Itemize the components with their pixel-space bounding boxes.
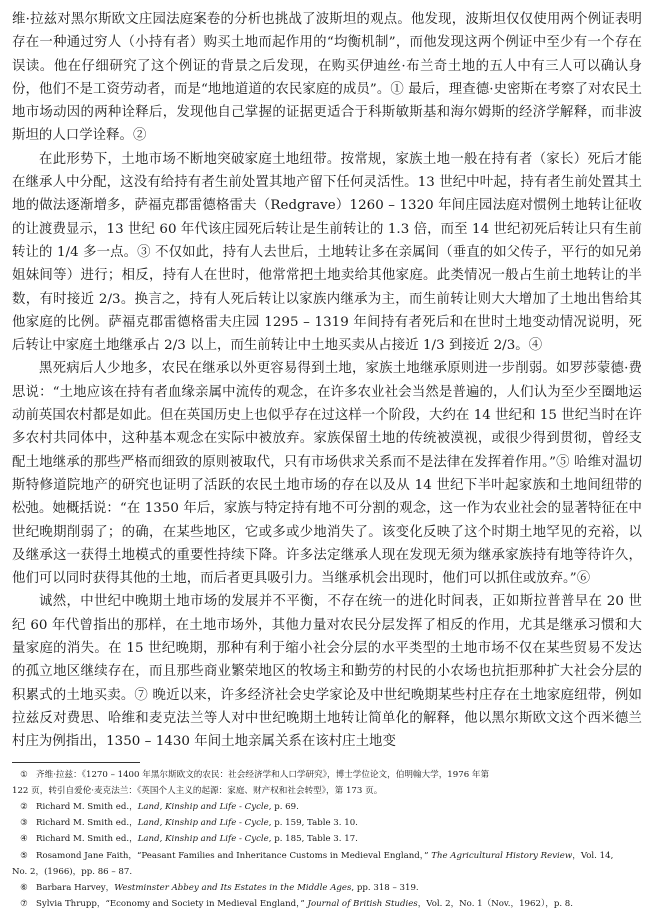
footnote-text: Richard M. Smith ed.，: [36, 802, 138, 812]
footnote-text: , pp. 318 – 319.: [351, 883, 418, 893]
footnote-5-continuation: No. 2，(1966)，pp. 86 – 87.: [12, 864, 642, 880]
footnote-text: , p. 69.: [269, 802, 299, 812]
footnote-title: Land, Kinship and Life - Cycle: [138, 818, 269, 828]
footnote-4: [12, 831, 642, 847]
paragraph-1: 维·拉兹对黑尔斯欧文庄园法庭案卷的分析也挑战了波斯坦的观点。他发现，波斯坦仅仅使用两个例证表明存在一种通过穷人（小持有者）购买土地而起作用的“均衡机制”，而他发现这两个例证中至少有一个存在误读。他在仔细研究了这个例证的背景之后发现，在购买伊迪丝·布兰奇土地的五人中有三人可以确认身份，他们不是工资劳动者，而是“地地道道的农民家庭的成员”。① 最后，理查德·史密斯在考察了对农民土地市场动因的两种诠释后，发现他自己掌握的证据更适合于科斯敏斯基和海尔姆斯的经济学解释，而非波斯坦的人口学诠释。②: [12, 8, 642, 148]
footnote-number: ②: [12, 799, 36, 815]
paragraph-2: 在此形势下，土地市场不断地突破家庭土地纽带。按常规，家族土地一般在持有者（家长）死后才能在继承人中分配，这没有给持有者生前处置其地产留下任何灵活性。13 世纪中叶起，持有者生前处置其土地的做法逐渐增多，萨福克郡雷德格雷夫（Redgrave）1260 – 1320 年间庄园法庭对惯例土地转让征收的让渡费显示，13 世纪 60 年代该庄园死后转让是生前转让的 1.3 倍，而至 14 世纪初死后转让只有生前转让的 1/4 多一点。③ 不仅如此，持有人去世后，土地转让多在亲属间（垂直的如父传子，平行的如兄弟姐妹间等）进行；相反，持有人在世时，他常常把土地卖给其他家庭。此类情况一般占生前土地转让的半数，有时接近 2/3。换言之，持有人死后转让以家族内继承为主，而生前转让则大大增加了土地出售给其他家庭的比例。萨福克郡雷德格雷夫庄园 1295 – 1319 年间持有者死后和在世时土地变动情况说明，死后转让中家庭土地继承占 2/3 以上，而生前转让中土地买卖从占接近 1/3 到接近 2/3。④: [12, 148, 642, 358]
footnote-text: ，Vol. 14,: [572, 851, 613, 861]
footnote-text: Richard M. Smith ed.，: [36, 834, 138, 844]
footnote-text: Richard M. Smith ed.，: [36, 818, 138, 828]
footnote-2: [12, 799, 642, 815]
footnote-text: Sylvia Thrupp，“Economy and Society in Medieval England，”: [36, 899, 308, 909]
footnote-5: [12, 848, 642, 864]
footnote-3: [12, 815, 642, 831]
footnote-title: The Agricultural History Review: [431, 851, 572, 861]
footnote-number: ⑦: [12, 896, 36, 912]
footnote-1: [12, 767, 642, 783]
footnote-number: ⑤: [12, 848, 36, 864]
footnote-title: Land, Kinship and Life - Cycle: [138, 802, 269, 812]
footnote-title: Journal of British Studies: [308, 899, 418, 909]
footnotes: [12, 767, 642, 912]
footnote-7: [12, 896, 642, 912]
paragraph-4: 诚然，中世纪中晚期土地市场的发展并不平衡，不存在统一的进化时间表，正如斯拉普普早在 20 世纪 60 年代曾指出的那样，在土地市场外，其他力量对农民分层发挥了相反的作用，尤其是继承习惯和大量家庭的消失。在 15 世纪晚期，那种有利于缩小社会分层的水平类型的土地市场不仅在某些贸易不发达的孤立地区继续存在，而且那些商业繁荣地区的牧场主和勤劳的村民的小农场也抗拒那种扩大社会分层的积累式的土地买卖。⑦ 晚近以来，许多经济社会史学家论及中世纪晚期某些村庄存在土地家庭纽带，例如拉兹反对费思、哈维和麦克法兰等人对中世纪晚期土地转让简单化的解释，他以黑尔斯欧文这个西米德兰村庄为例指出，1350 – 1430 年间土地亲属关系在该村庄土地变: [12, 590, 642, 753]
footnote-text: Rosamond Jane Faith，“Peasant Families and Inheritance Customs in Medieval England，”: [36, 851, 431, 861]
footnote-text: 齐维·拉兹：《1270 – 1400 年黑尔斯欧文的农民：社会经济学和人口学研究》，博士学位论文，伯明翰大学，1976 年第: [36, 767, 642, 783]
footnote-6: [12, 880, 642, 896]
footnote-title: Land, Kinship and Life - Cycle: [138, 834, 269, 844]
footnote-title: Westminster Abbey and Its Estates in the Middle Ages: [114, 883, 351, 893]
paragraph-3: 黑死病后人少地多，农民在继承以外更容易得到土地，家族土地继承原则进一步削弱。如罗莎蒙德·费思说：“土地应该在持有者血缘亲属中流传的观念，在许多农业社会当然是普遍的，人们认为至少至圈地运动前英国农村都是如此。但在英国历史上也似乎存在过这样一个阶段，大约在 14 世纪和 15 世纪当时在许多农村共同体中，这种基本观念在实际中被放弃。家族保留土地的传统被漠视，或很少得到贯彻，曾经支配土地继承的那些严格而细致的原则被取代，只有市场供求关系而不是法律在发挥着作用。”⑤ 哈维对温切斯特修道院地产的研究也证明了活跃的农民土地市场的存在以及从 14 世纪下半叶起家族和土地间纽带的松弛。她概括说：“在 1350 年后，家族与特定持有地不可分割的观念，这一作为农业社会的显著特征在中世纪晚期削弱了；的确，在某些地区，它或多或少地消失了。该变化反映了这个时期土地罕见的充裕，以及继承这一获得土地模式的重要性持续下降。许多法定继承人现在发现无须为继承家族持有地等待许久，他们可以同时获得其他的土地，而后者更具吸引力。当继承机会出现时，他们可以抓住或放弃。”⑥: [12, 357, 642, 590]
footnote-number: ①: [12, 767, 36, 783]
footnote-number: ④: [12, 831, 36, 847]
footnote-text: Barbara Harvey，: [36, 883, 114, 893]
footnote-text: , p. 159, Table 3. 10.: [269, 818, 358, 828]
footnote-number: ③: [12, 815, 36, 831]
footnote-text: ，Vol. 2，No. 1（Nov.，1962），p. 8.: [418, 899, 573, 909]
footnote-number: ⑥: [12, 880, 36, 896]
footnote-1-continuation: 122 页，转引自爱伦·麦克法兰：《英国个人主义的起源：家庭、财产权和社会转型》，第 173 页。: [12, 783, 642, 799]
body-text: [12, 8, 642, 754]
footnote-text: , p. 185, Table 3. 17.: [269, 834, 358, 844]
footnote-divider: [12, 762, 140, 763]
